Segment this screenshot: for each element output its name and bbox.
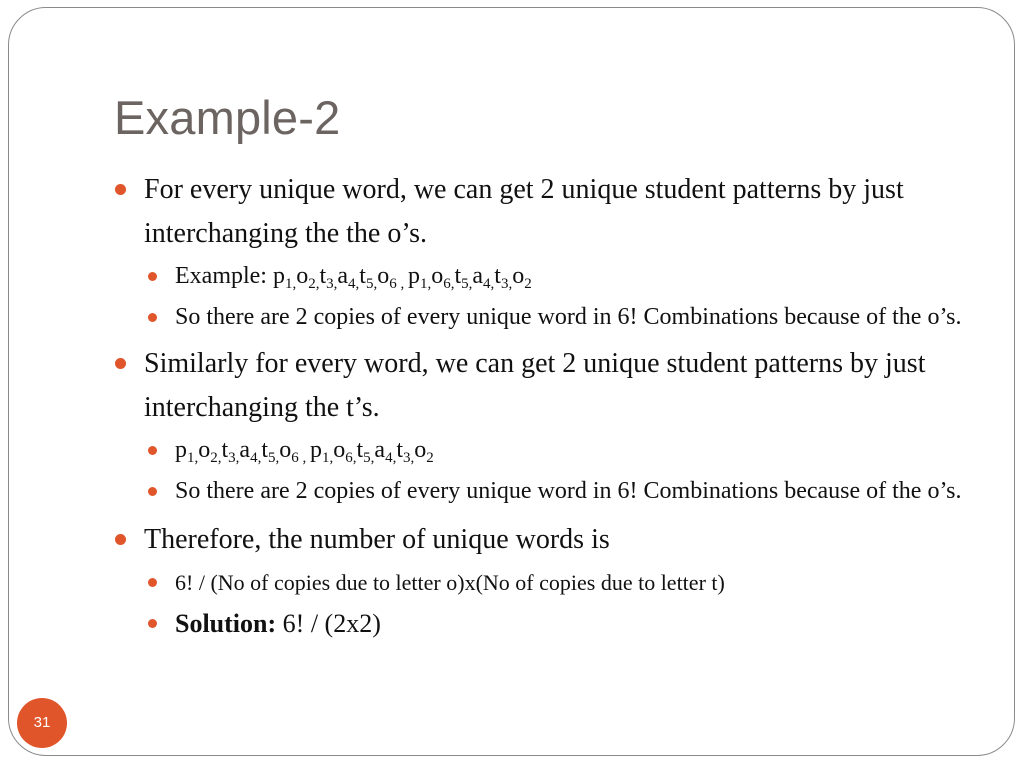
sequence-letter: t — [454, 263, 462, 289]
formula-text: 6! / (No of copies due to letter o)x(No of copies due to letter t) — [175, 570, 725, 595]
sequence-index: 2 — [426, 450, 434, 466]
sequence-letter: t — [319, 263, 327, 289]
sub-bullet-text: So there are 2 copies of every unique word in 6! Combinations because of the o’s. — [175, 478, 962, 504]
sequence-index: 4, — [483, 276, 495, 292]
sequence-index: 2, — [210, 450, 222, 466]
sequence-index: 6, — [443, 276, 455, 292]
sub-bullet-copies-o — [145, 297, 974, 338]
sequence-index: 5, — [365, 276, 378, 292]
sequence-index: 1, — [187, 450, 199, 466]
sub-bullet-formula — [145, 562, 974, 603]
sequence-letter: t — [356, 437, 364, 463]
sequence-index: 6 , — [389, 276, 408, 292]
sequence-letter: t — [396, 437, 403, 463]
sequence-letter: t — [359, 263, 366, 289]
sequence-index: 4, — [385, 450, 397, 466]
slide-title: Example-2 — [114, 91, 341, 144]
sequence-letter: o — [414, 437, 427, 463]
sequence-letter: o — [431, 263, 444, 289]
bullet-dot-icon — [148, 487, 157, 496]
bullet-dot-icon — [148, 446, 157, 455]
sequence-letter: a — [374, 437, 386, 463]
sub-bullet-example-t — [145, 430, 974, 471]
sequence-letter: o — [296, 263, 309, 289]
bullet-interchange-t — [114, 342, 974, 430]
bullet-dot-icon — [115, 358, 126, 369]
sequence-letter: t — [494, 263, 501, 289]
bullet-dot-icon — [148, 313, 157, 322]
bullet-therefore — [114, 518, 974, 562]
bullet-dot-icon — [115, 534, 126, 545]
sub-bullet-solution — [145, 603, 974, 644]
sequence-index: 4, — [348, 276, 360, 292]
sequence-index: 6 , — [291, 450, 310, 466]
sub-bullet-text: So there are 2 copies of every unique word in 6! Combinations because of the o’s. — [175, 304, 962, 330]
sequence-index: 6, — [345, 450, 357, 466]
bullet-dot-icon — [148, 272, 157, 281]
sequence-letter: t — [221, 437, 229, 463]
sequence-letter: o — [512, 263, 525, 289]
sequence-letter: o — [279, 437, 292, 463]
example-label: Example: — [175, 263, 273, 289]
sequence-letter: o — [377, 263, 390, 289]
sequence-letter: o — [333, 437, 346, 463]
sequence-letter: a — [337, 263, 349, 289]
bullet-interchange-o — [114, 168, 974, 256]
solution-value: 6! / (2x2) — [276, 609, 381, 638]
letter-sequence — [272, 263, 532, 292]
sub-bullet-example-o — [145, 256, 974, 297]
sequence-index: 2 — [524, 276, 532, 292]
bullet-dot-icon — [115, 184, 126, 195]
sequence-index: 3, — [403, 450, 415, 466]
bullet-text: Similarly for every word, we can get 2 unique student patterns by just interchanging the t’s. — [144, 348, 926, 423]
letter-sequence — [175, 437, 434, 466]
sequence-index: 5, — [268, 450, 280, 466]
sequence-letter: t — [261, 437, 268, 463]
sequence-index: 1, — [322, 450, 334, 466]
sequence-index: 1, — [284, 276, 297, 292]
sequence-letter: p — [175, 437, 187, 463]
page-number-badge: 31 — [17, 698, 67, 748]
sequence-index: 4, — [250, 450, 262, 466]
sequence-letter: p — [407, 263, 420, 289]
sequence-index: 5, — [461, 276, 473, 292]
solution-label: Solution: — [175, 609, 277, 638]
sequence-index: 5, — [363, 450, 375, 466]
sub-bullet-copies-t — [145, 471, 974, 512]
bullet-dot-icon — [148, 578, 157, 587]
sequence-letter: p — [272, 263, 285, 289]
sequence-index: 2, — [308, 276, 320, 292]
sequence-letter: a — [239, 437, 251, 463]
bullet-dot-icon — [148, 619, 157, 628]
bullet-list — [114, 168, 974, 644]
sequence-letter: p — [310, 437, 322, 463]
sequence-letter: a — [472, 263, 484, 289]
bullet-text: Therefore, the number of unique words is — [144, 524, 610, 555]
sequence-index: 1, — [419, 276, 432, 292]
sequence-index: 3, — [500, 276, 513, 292]
sequence-index: 3, — [228, 450, 240, 466]
bullet-text: For every unique word, we can get 2 unique student patterns by just interchanging the the o’s. — [144, 174, 904, 249]
sequence-letter: o — [198, 437, 211, 463]
sequence-index: 3, — [326, 276, 338, 292]
